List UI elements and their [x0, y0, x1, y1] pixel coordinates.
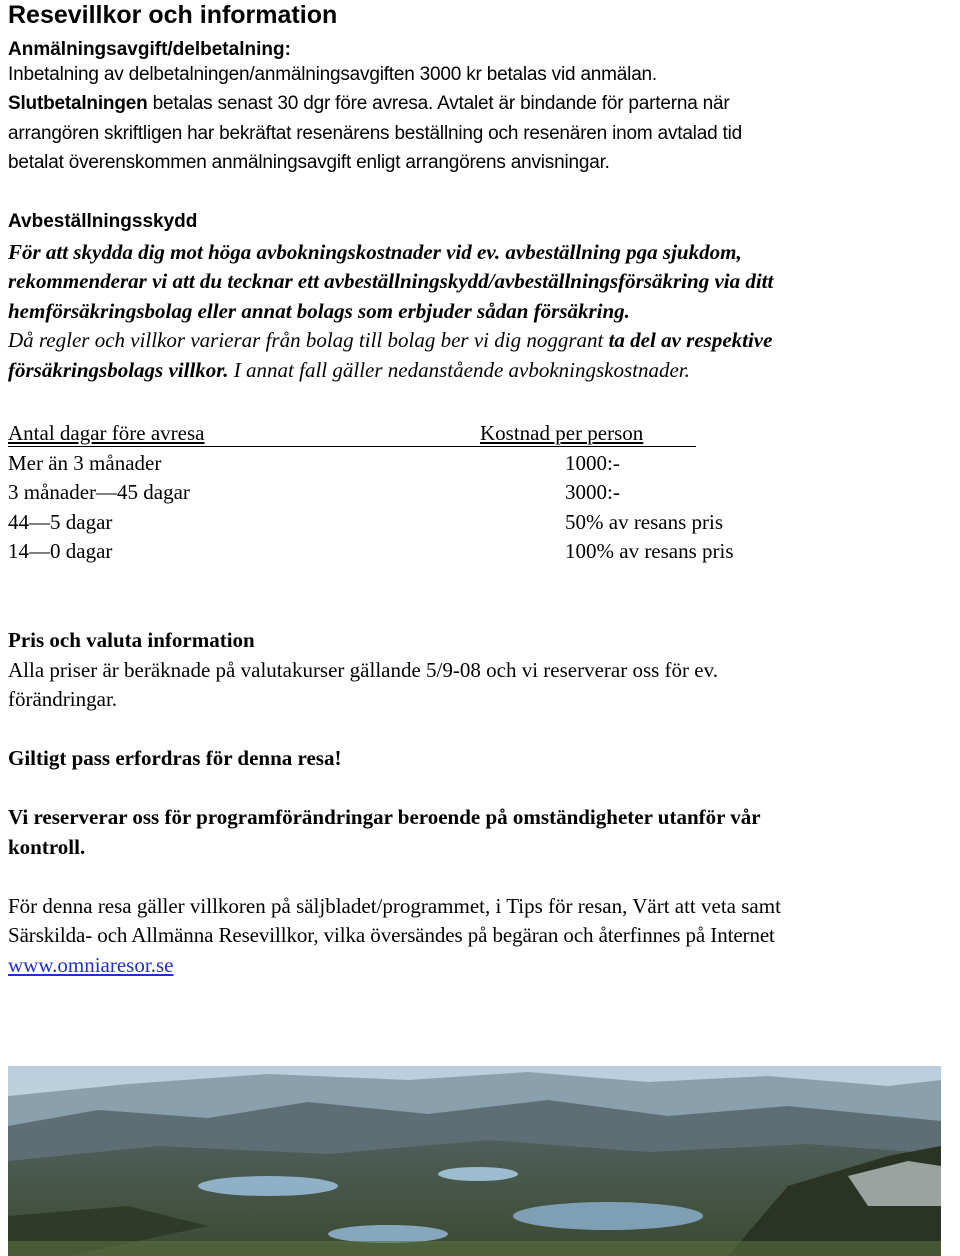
cancellation-text-1: För att skydda dig mot höga avbokningskostnader vid ev. avbeställning pga sjukdom, — [8, 240, 742, 264]
currency-heading: Pris och valuta information — [8, 628, 255, 652]
registration-line-3: arrangören skriftligen har bekräftat resenärens beställning och resenären inom avtalad tid — [8, 123, 742, 144]
row-days: 44—5 dagar — [8, 509, 113, 534]
cancellation-line-3 — [8, 296, 630, 326]
currency-line-1: Alla priser är beräknade på valutakurser gällande 5/9-08 och vi reserverar oss för ev. — [8, 658, 719, 682]
cancellation-text-4b: ta del av respektive — [608, 328, 773, 352]
cancellation-text-5a: försäkringsbolags villkor. — [8, 358, 229, 382]
row-days: 3 månader—45 dagar — [8, 480, 190, 504]
omniaresor-link[interactable]: www.omniaresor.se — [8, 953, 174, 977]
currency-line-2: förändringar. — [8, 687, 118, 711]
registration-heading: Anmälningsavgift/delbetalning: — [8, 39, 291, 60]
cancellation-line-2 — [8, 266, 773, 296]
registration-line-4: betalat överenskommen anmälningsavgift enligt arrangörens anvisningar. — [8, 152, 610, 173]
registration-line-2-text: betalas senast 30 dgr före avresa. Avtalet är bindande för parterna när — [147, 93, 730, 114]
cancellation-text-5b: I annat fall gäller nedanstående avbokningskostnader. — [228, 358, 690, 382]
mountain-landscape-photo — [8, 1066, 941, 1256]
table-row — [8, 448, 728, 478]
row-days: Mer än 3 månader — [8, 450, 162, 475]
row-cost: 3000:- — [565, 480, 620, 504]
cancellation-heading: Avbeställningsskydd — [8, 211, 198, 232]
cancellation-line-4 — [8, 325, 772, 355]
table-header-rule — [8, 446, 696, 447]
row-cost: 100% av resans pris — [565, 539, 734, 563]
table-row — [8, 507, 728, 537]
cancellation-text-4a: Då regler och villkor varierar från bolag till bolag ber vi dig noggrant — [8, 328, 609, 352]
final-payment-label: Slutbetalningen — [8, 93, 148, 114]
terms-line-2: Särskilda- och Allmänna Resevillkor, vilka översändes på begäran och återfinnes på Internet — [8, 923, 775, 947]
terms-line-1: För denna resa gäller villkoren på säljbladet/programmet, i Tips för resan, Värt att veta samt — [8, 894, 781, 918]
reserve-line-1: Vi reserverar oss för programförändringar beroende på omständigheter utanför vår — [8, 805, 761, 829]
cost-table-header — [8, 418, 728, 448]
cancellation-text-2: rekommenderar vi att du tecknar ett avbeställningskydd/avbeställningsförsäkring via ditt — [8, 269, 774, 293]
registration-line-1: Inbetalning av delbetalningen/anmälningsavgiften 3000 kr betalas vid anmälan. — [8, 64, 658, 85]
row-days: 14—0 dagar — [8, 539, 113, 563]
header-cost: Kostnad per person — [480, 421, 644, 445]
table-row — [8, 536, 734, 566]
page-title: Resevillkor och information — [8, 1, 338, 29]
cancellation-line-5 — [8, 355, 690, 385]
cost-table — [8, 418, 734, 566]
passport-notice: Giltigt pass erfordras för denna resa! — [8, 746, 342, 770]
row-cost: 1000:- — [565, 450, 620, 475]
cancellation-text-3: hemförsäkringsbolag eller annat bolags som erbjuder sådan försäkring. — [8, 299, 630, 323]
terms-line-3 — [8, 950, 173, 980]
mountain-landscape-icon — [8, 1066, 941, 1256]
reserve-line-2: kontroll. — [8, 835, 86, 859]
header-days: Antal dagar före avresa — [8, 421, 205, 445]
registration-line-2 — [8, 89, 730, 119]
row-cost: 50% av resans pris — [565, 509, 724, 534]
table-row — [8, 477, 728, 507]
cancellation-line-1 — [8, 237, 742, 267]
